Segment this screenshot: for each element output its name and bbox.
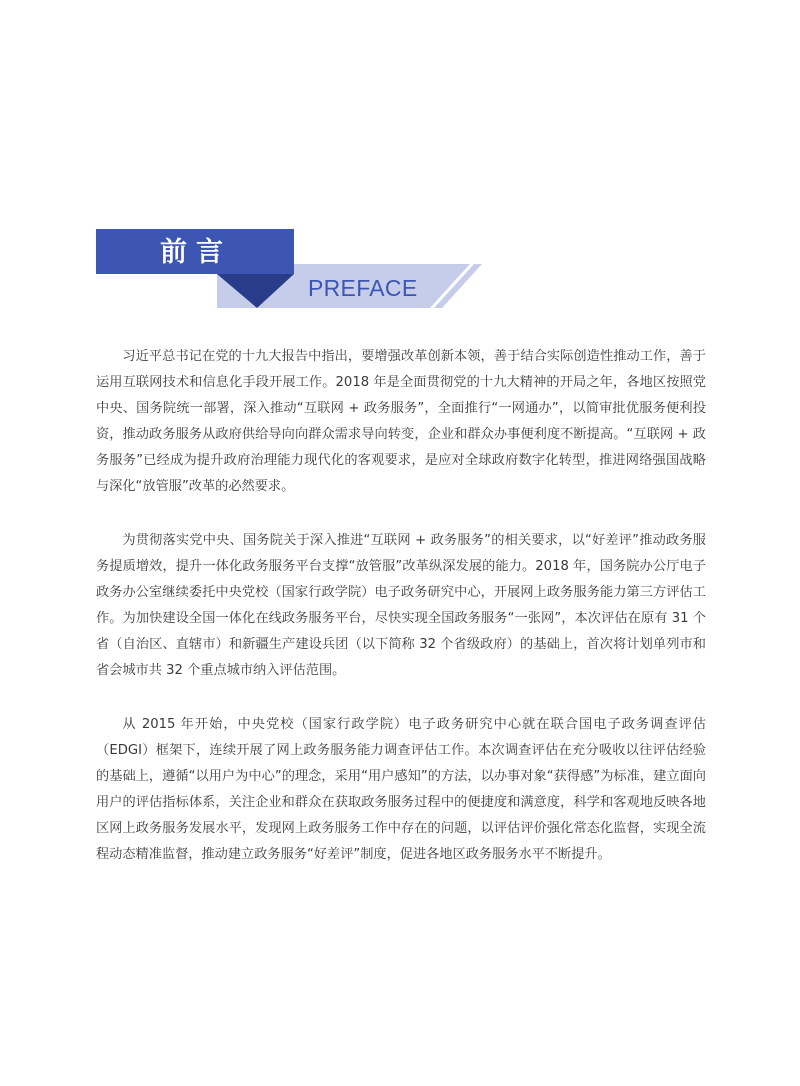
preface-body: [96, 344, 706, 896]
page-subtitle: PREFACE: [308, 275, 418, 301]
page-title: 前言: [160, 237, 232, 268]
paragraph-3: 从 2015 年开始，中央党校（国家行政学院）电子政务研究中心就在联合国电子政务调查评估（EDGI）框架下，连续开展了网上政务服务能力调查评估工作。本次调查评估在充分吸收以往评估经验的基础上，遵循“以用户为中心”的理念，采用“用户感知”的方法，以办事对象“获得感”为标准，建立面向用户的评估指标体系，关注企业和群众在获取政务服务过程中的便捷度和满意度，科学和客观地反映各地区网上政务服务发展水平，发现网上政务服务工作中存在的问题，以评估评价强化常态化监督，实现全流程动态精准监督，推动建立政务服务“好差评”制度，促进各地区政务服务水平不断提升。: [96, 717, 706, 862]
paragraph-1: 习近平总书记在党的十九大报告中指出，要增强改革创新本领，善于结合实际创造性推动工作，善于运用互联网技术和信息化手段开展工作。2018 年是全面贯彻党的十九大精神的开局之年，各地区按照党中央、国务院统一部署，深入推动“互联网 + 政务服务”，全面推行“一网通办”，以简审批优服务便利投资，推动政务服务从政府供给导向向群众需求导向转变，企业和群众办事便利度不断提高。“互联网 + 政务服务”已经成为提升政府治理能力现代化的客观要求，是应对全球政府数字化转型，推进网络强国战略与深化“放管服”改革的必然要求。: [96, 349, 706, 494]
paragraph-2: 为贯彻落实党中央、国务院关于深入推进“互联网 + 政务服务”的相关要求，以“好差评”推动政务服务提质增效，提升一体化政务服务平台支撑“放管服”改革纵深发展的能力。2018 年，国务院办公厅电子政务办公室继续委托中央党校（国家行政学院）电子政务研究中心，开展网上政务服务能力第三方评估工作。为加快建设全国一体化在线政务服务平台，尽快实现全国政务服务“一张网”，本次评估在原有 31 个省（自治区、直辖市）和新疆生产建设兵团（以下简称 32 个省级政府）的基础上，首次将计划单列市和省会城市共 32 个重点城市纳入评估范围。: [96, 533, 706, 678]
preface-header: [0, 0, 800, 320]
